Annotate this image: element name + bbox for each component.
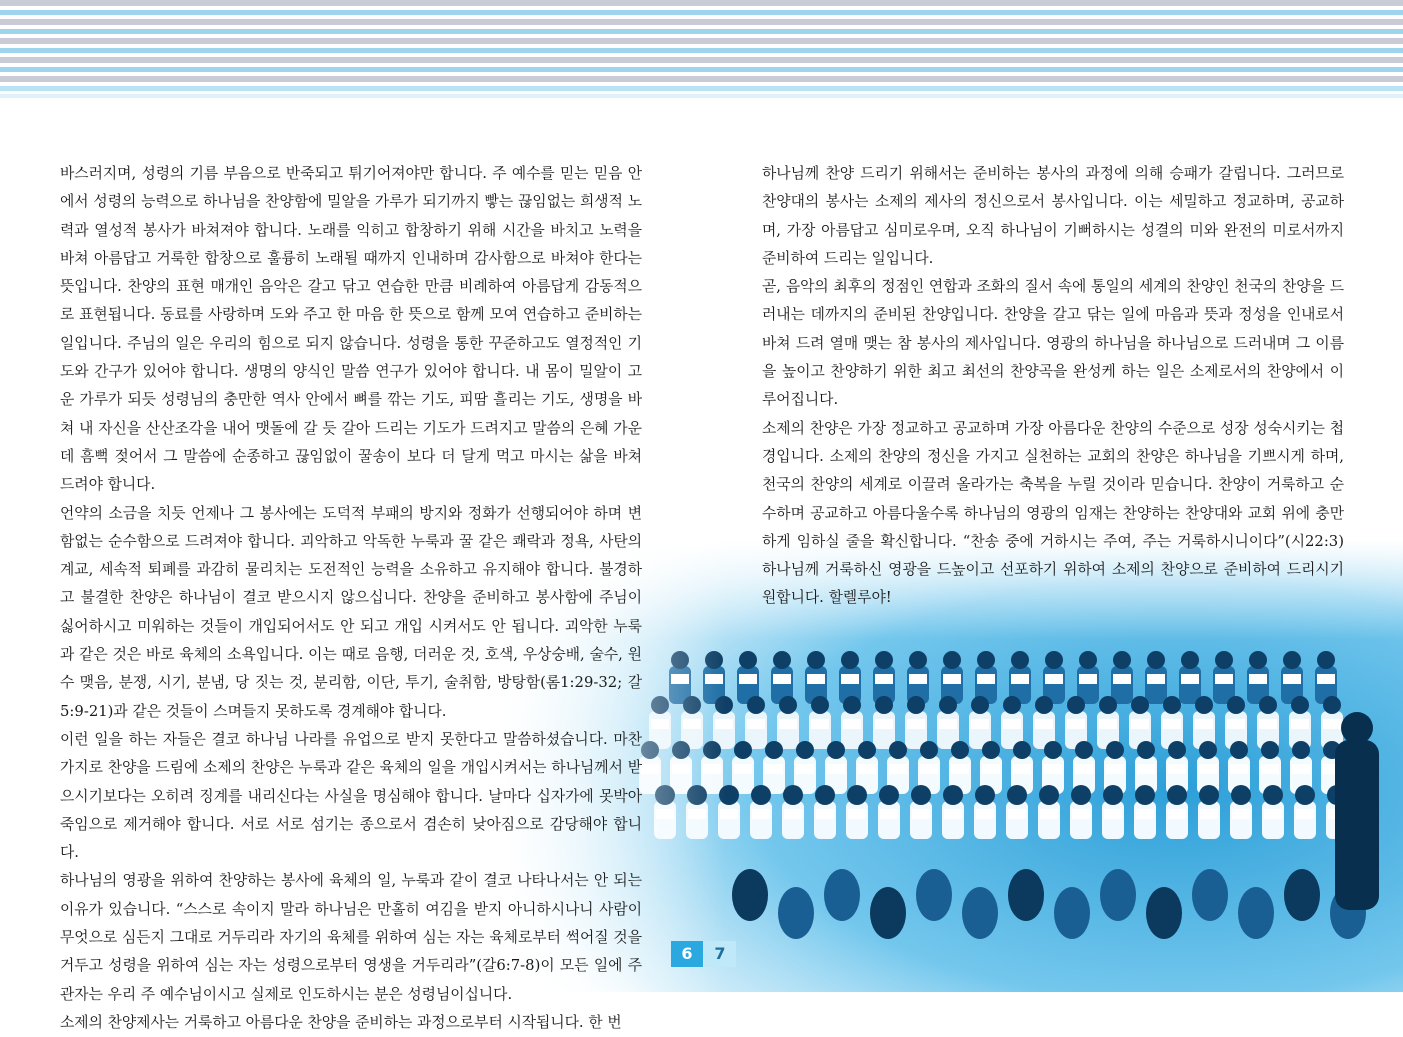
page-number-right: 7 (704, 941, 736, 967)
paragraph: 하나님의 영광을 위하여 찬양하는 봉사에 육체의 일, 누룩과 같이 결코 나타나서는 안 되는 이유가 있습니다. “스스로 속이지 말라 하나님은 만홀히 여김을 받지 아니하시나니 사람이 무엇으로 심든지 그대로 거두리라 자기의 육체를 위하여 심는 자는 육체로부터 썩어질 것을 거두고 성령을 위하여 심는 자는 성령으로부터 영생을 거두리라”(갈6:7-8)이 모든 일에 주관자는 우리 주 예수님이시고 실제로 인도하시는 분은 성령님이십니다. (60, 872, 642, 1003)
page-number-left: 6 (671, 941, 703, 967)
paragraph: 소제의 찬양은 가장 정교하고 공교하며 가장 아름다운 찬양의 수준으로 성장 성숙시키는 첩경입니다. 소제의 찬양의 정신을 가지고 실천하는 교회의 찬양은 하나님을 기쁘시게 하며, 천국의 찬양의 세계로 이끌려 올라가는 축복을 누릴 것이라 믿습니다. 찬양이 거룩하고 순수하며 공교하고 아름다울수록 하나님의 영광의 임재는 찬양하는 찬양대와 교회 위에 충만하게 임하실 줄을 확신합니다. “찬송 중에 거하시는 주여, 주는 거룩하시니이다”(시22:3) 하나님께 거룩하신 영광을 드높이고 선포하기 위하여 소제의 찬양으로 준비하여 드리시기 원합니다. 할렐루야! (762, 419, 1344, 607)
paragraph: 소제의 찬양제사는 거룩하고 아름다운 찬양을 준비하는 과정으로부터 시작됩니다. 한 번 (60, 1013, 622, 1031)
paragraph: 언약의 소금을 치듯 언제나 그 봉사에는 도덕적 부패의 방지와 정화가 선행되어야 하며 변함없는 순수함으로 드려져야 합니다. 괴악하고 악독한 누룩과 꿀 같은 쾌락과 정욕, 사탄의 계교, 세속적 퇴폐를 과감히 물리치는 도전적인 능력을 소유하고 유지해야 합니다. 불경하고 불결한 찬양은 하나님이 결코 받으시지 않으십니다. 찬양을 준비하고 봉사함에 주님이 싫어하시고 미워하는 것들이 개입되어서도 안 되고 개입 시켜서도 안 됩니다. 괴악한 누룩과 같은 것은 바로 육체의 소욕입니다. 이는 때로 음행, 더러운 것, 호색, 우상숭배, 술수, 원수 맺음, 분쟁, 시기, 분냄, 당 짓는 것, 분리함, 이단, 투기, 술취함, 방탕함(롬1:29-32; 갈5:9-21)과 같은 것들이 스며들지 못하도록 경계해야 합니다. (60, 504, 642, 720)
paragraph: 곧, 음악의 최후의 정점인 연합과 조화의 질서 속에 통일의 세계의 찬양인 천국의 찬양을 드러내는 데까지의 준비된 찬양입니다. 찬양을 갈고 닦는 일에 마음과 뜻과 정성을 인내로서 바쳐 드려 열매 맺는 참 봉사의 제사입니다. 영광의 하나님을 하나님으로 드러내며 그 이름을 높이고 찬양하기 위한 최고 최선의 찬양곡을 완성케 하는 일은 소제로서의 찬양에서 이루어집니다. (762, 278, 1344, 409)
paragraph: 바스러지며, 성령의 기름 부음으로 반죽되고 튀기어져야만 합니다. 주 예수를 믿는 믿음 안에서 성령의 능력으로 하나님을 찬양함에 밀알을 가루가 되기까지 빻는 끊임없는 희생적 노력과 열성적 봉사가 바쳐져야 합니다. 노래를 익히고 합창하기 위해 시간을 바치고 노력을 바쳐 아름답고 거룩한 합창으로 훌륭히 노래될 때까지 인내하며 감사함으로 바쳐야 한다는 뜻입니다. 찬양의 표현 매개인 음악은 갈고 닦고 연습한 만큼 비례하여 아름답게 감동적으로 표현됩니다. 동료를 사랑하며 도와 주고 한 마음 한 뜻으로 함께 모여 연습하고 준비하는 일입니다. 주님의 일은 우리의 힘으로 되지 않습니다. 성령을 통한 꾸준하고도 열정적인 기도와 간구가 있어야 합니다. 생명의 양식인 말씀 연구가 있어야 합니다. 내 몸이 밀알이 고운 가루가 되듯 성령님의 충만한 역사 안에서 뼈를 깎는 기도, 피땀 흘리는 기도, 생명을 바쳐 내 자신을 산산조각을 내어 맷돌에 갈 듯 갈아 드리는 기도가 드려지고 말씀의 은혜 가운데 흠뻑 젖어서 그 말씀에 순종하고 끊임없이 꿀송이 보다 더 달게 먹고 마시는 삶을 바쳐 드려야 합니다. (60, 165, 642, 494)
header-stripes (0, 0, 1403, 100)
paragraph: 이런 일을 하는 자들은 결코 하나님 나라를 유업으로 받지 못한다고 말씀하셨습니다. 마찬가지로 찬양을 드림에 소제의 찬양은 누룩과 같은 육체의 일을 개입시켜서는 하나님께서 받으시기보다는 오히려 징계를 내리신다는 사실을 명심해야 합니다. 날마다 십자가에 못박아 죽임으로 제거해야 합니다. 서로 서로 섬기는 종으로서 겸손히 낮아짐으로 감당해야 합니다. (60, 730, 642, 862)
paragraph: 하나님께 찬양 드리기 위해서는 준비하는 봉사의 과정에 의해 승패가 갈립니다. 그러므로 찬양대의 봉사는 소제의 제사의 정신으로서 봉사입니다. 이는 세밀하고 정교하며, 공교하며, 가장 아름답고 심미로우며, 오직 하나님이 기뻐하시는 성결의 미와 완전의 미로서까지 준비하여 드리는 일입니다. (762, 165, 1344, 267)
left-page-text (60, 160, 642, 1037)
right-page-text (762, 160, 1344, 613)
